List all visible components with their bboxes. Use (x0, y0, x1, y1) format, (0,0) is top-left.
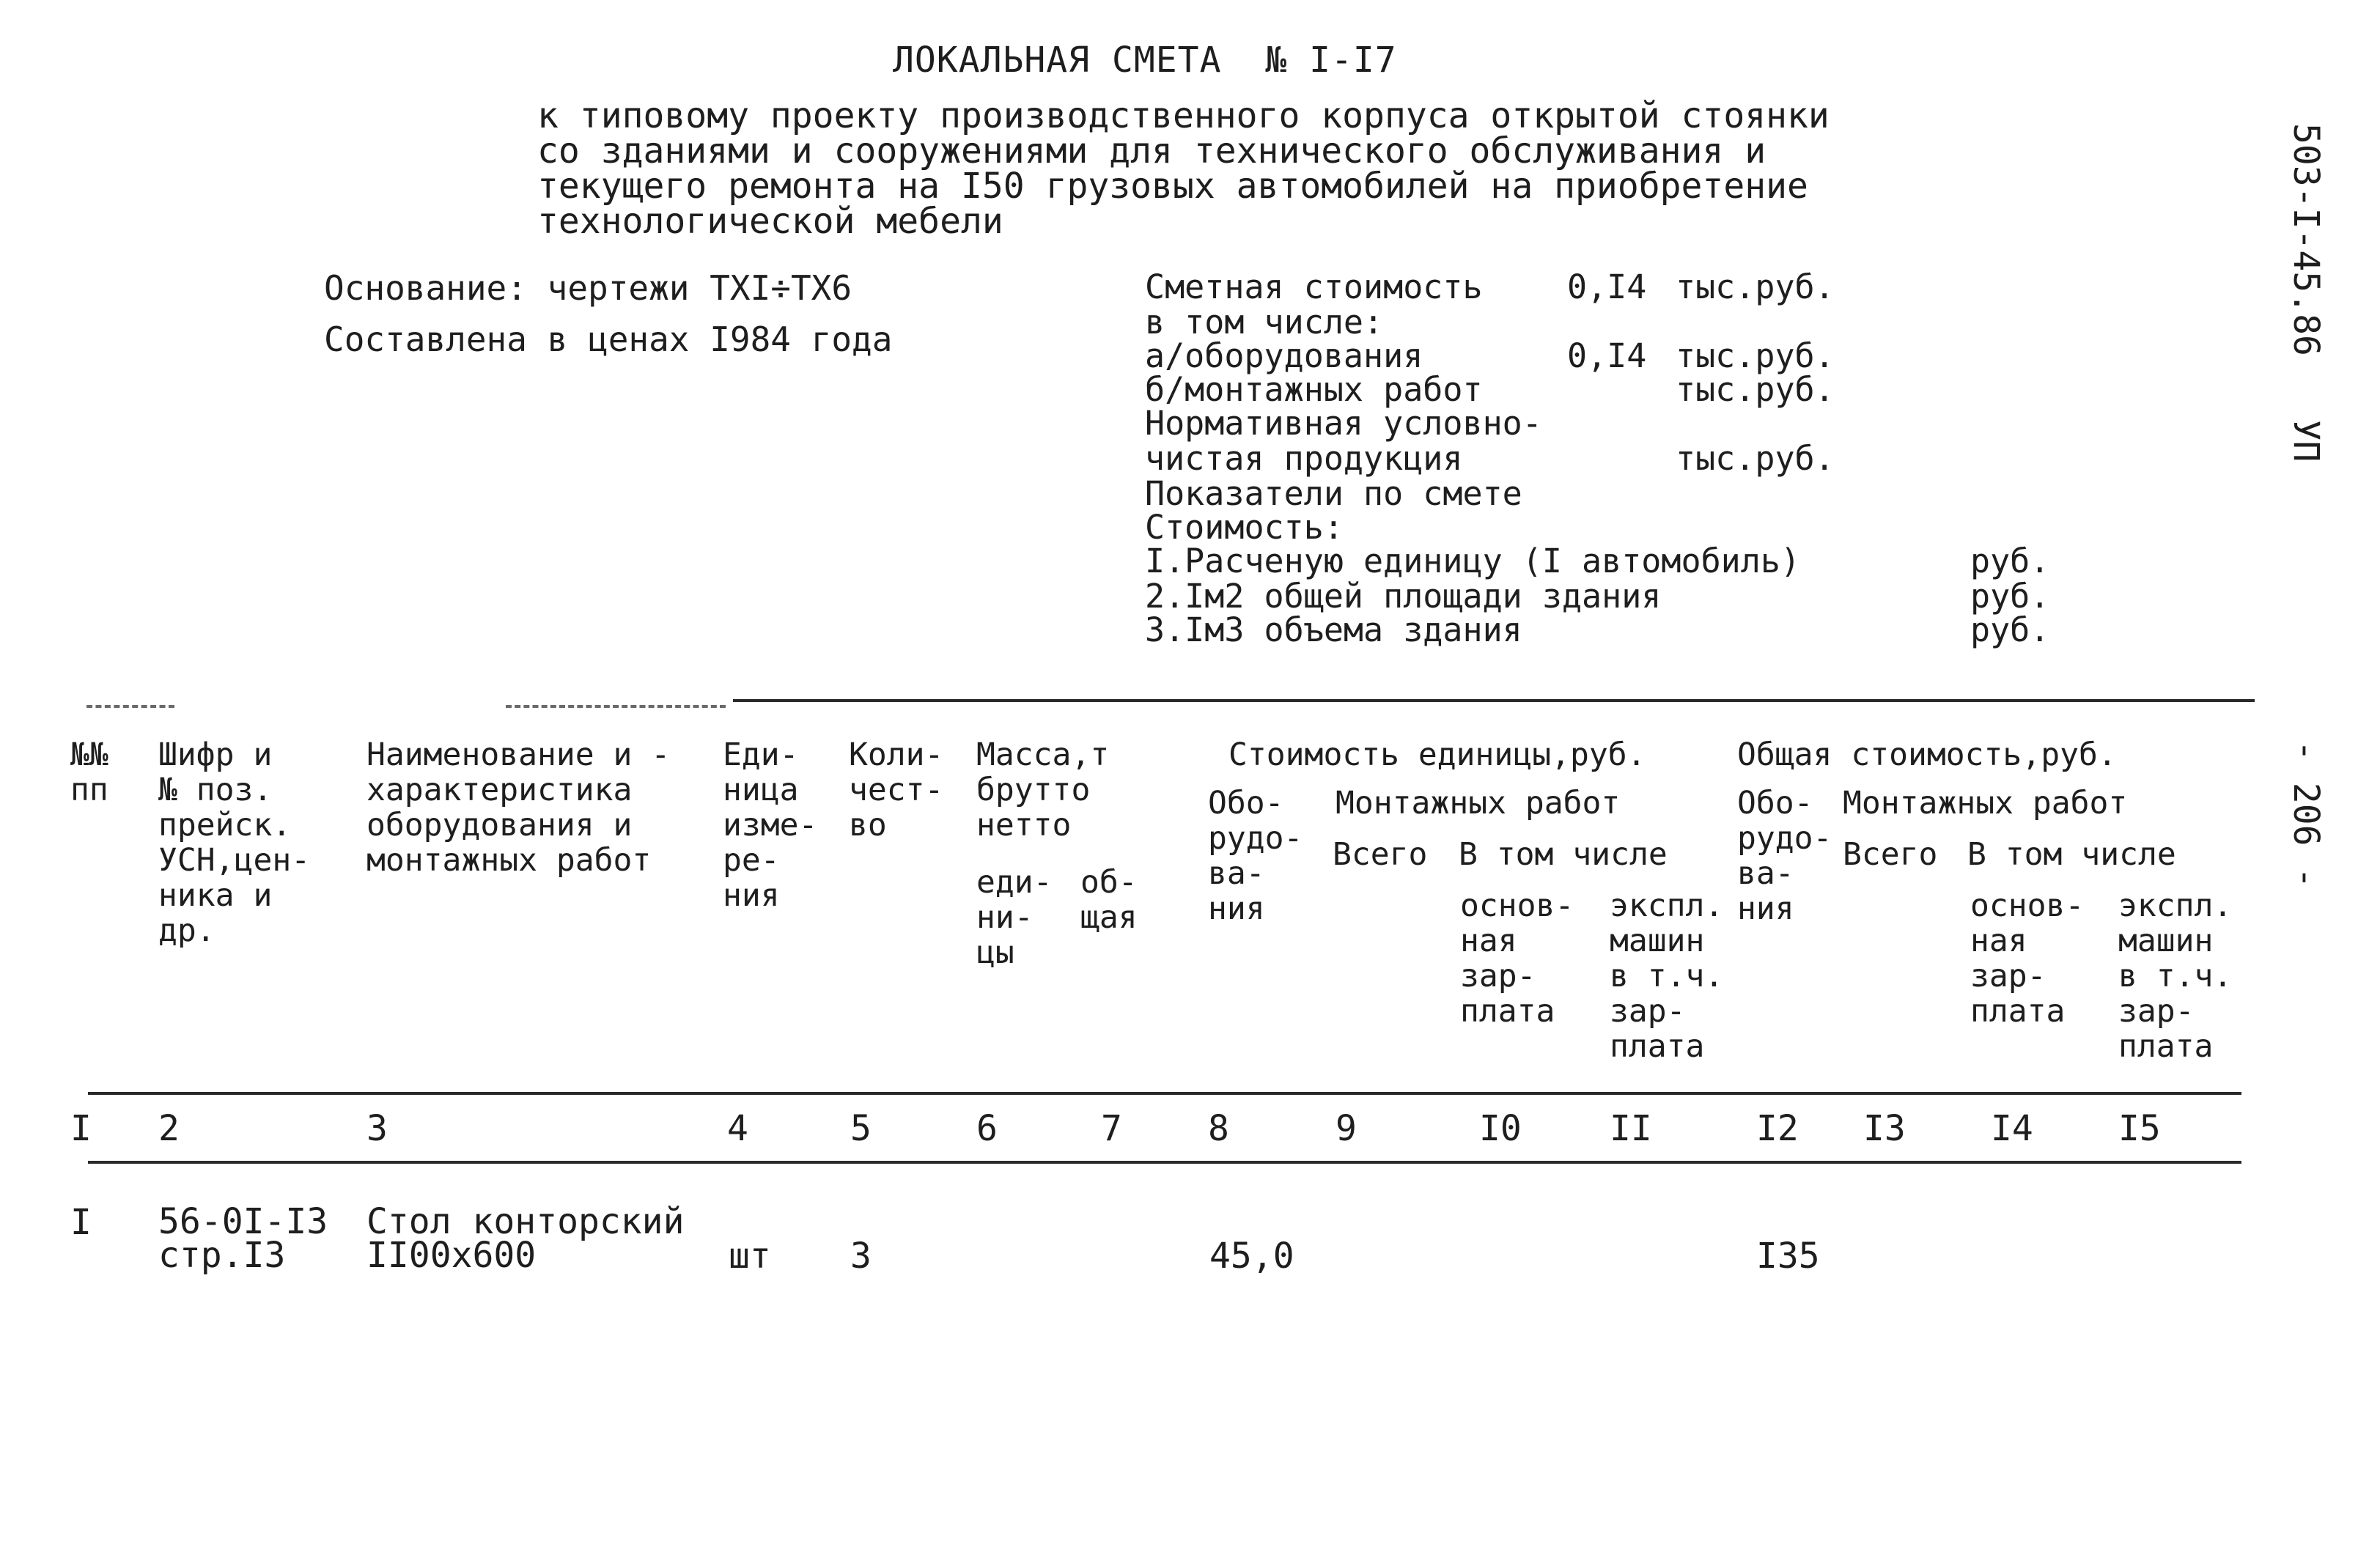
column-number: I3 (1863, 1108, 1906, 1149)
row-qty: 3 (850, 1236, 872, 1277)
indicator-unit: руб. (1970, 610, 2050, 649)
installation-label: б/монтажных работ (1145, 370, 1483, 409)
column-number: 8 (1208, 1108, 1229, 1149)
column-number: II (1610, 1108, 1652, 1149)
header-total-install-total: Всего (1843, 836, 1938, 873)
header-unit-cost: Стоимость единицы,руб. (1228, 736, 1646, 773)
header-qty: Коли- чест- во (849, 736, 944, 843)
faint-dashes (86, 705, 174, 708)
header-unit-incl: В том числе (1459, 836, 1668, 873)
installation-unit: тыс.руб. (1676, 370, 1835, 409)
row-name: Стол конторский II00x600 (366, 1201, 685, 1276)
column-number: I2 (1756, 1108, 1799, 1149)
prices-text: Составлена в ценах I984 года (324, 320, 893, 359)
indicator-unit: руб. (1970, 577, 2050, 616)
estimated-cost-value: 0,I4 (1567, 267, 1647, 306)
header-name: Наименование и - характеристика оборудования и монтажных работ (366, 736, 671, 879)
header-total-wage: основ- ная зар- плата (1970, 887, 2085, 1030)
normative-unit: тыс.руб. (1676, 439, 1835, 478)
column-number: 6 (976, 1108, 998, 1149)
header-mass-unit: еди- ни- цы (976, 864, 1053, 971)
including-label: в том числе: (1145, 303, 1384, 341)
column-number: I0 (1479, 1108, 1522, 1149)
header-unit-machines: экспл. машин в т.ч. зар- плата (1610, 887, 1724, 1065)
header-code: Шифр и № поз. прейск. УСН,цен- ника и др. (158, 736, 311, 949)
header-mass-total: об- щая (1080, 864, 1138, 936)
document-code: 503-I-45.86 УП (2285, 123, 2326, 462)
header-total-equipment: Обо- рудо- ва- ния (1737, 785, 1832, 927)
estimated-cost-label: Сметная стоимость (1145, 267, 1483, 306)
subtitle-line: со зданиями и сооружениями для технического обслуживания и (537, 130, 1766, 171)
row-number: I (70, 1202, 92, 1243)
row-equipment-total-cost: I35 (1756, 1236, 1820, 1277)
row-equipment-unit-cost: 45,0 (1209, 1236, 1294, 1277)
estimated-cost-unit: тыс.руб. (1676, 267, 1835, 306)
column-number: 3 (366, 1108, 388, 1149)
column-number: 9 (1335, 1108, 1357, 1149)
table-top-rule (733, 699, 2255, 702)
page-number: - 206 - (2285, 740, 2326, 889)
header-total-incl: В том числе (1967, 836, 2176, 873)
row-code: 56-0I-I3 стр.I3 (158, 1201, 328, 1276)
normative-label-2: чистая продукция (1145, 439, 1463, 478)
header-total-install: Монтажных работ (1843, 785, 2128, 822)
indicator-label: 2.Iм2 общей площади здания (1145, 577, 1662, 616)
document-subtitle (537, 95, 1830, 242)
document-title: ЛОКАЛЬНАЯ СМЕТА № I-I7 (893, 40, 1397, 81)
equipment-unit: тыс.руб. (1676, 336, 1835, 375)
faint-dashes (506, 705, 726, 708)
equipment-value: 0,I4 (1567, 336, 1647, 375)
indicator-unit: руб. (1970, 542, 2050, 580)
numbers-bottom-rule (88, 1161, 2241, 1164)
indicator-label: 3.Iм3 объема здания (1145, 610, 1522, 649)
column-number: 4 (727, 1108, 748, 1149)
column-number: 7 (1101, 1108, 1122, 1149)
indicators-label: Показатели по смете (1145, 474, 1522, 513)
equipment-label: а/оборудования (1145, 336, 1423, 375)
subtitle-line: технологической мебели (537, 201, 1003, 242)
basis-text: Основание: чертежи ТХI÷ТХ6 (324, 268, 852, 308)
header-unit-equipment: Обо- рудо- ва- ния (1208, 785, 1303, 927)
header-num: №№ пп (70, 736, 108, 808)
row-unit: шт (729, 1236, 771, 1277)
header-unit-install-total: Всего (1333, 836, 1428, 873)
header-total-machines: экспл. машин в т.ч. зар- плата (2118, 887, 2233, 1065)
indicator-label: I.Расченую единицу (I автомобиль) (1145, 542, 1801, 580)
column-number: 5 (850, 1108, 872, 1149)
column-number: I5 (2118, 1108, 2161, 1149)
column-number: 2 (158, 1108, 180, 1149)
normative-label: Нормативная условно- (1145, 404, 1542, 443)
cost-label: Стоимость: (1145, 508, 1344, 547)
header-bottom-rule (88, 1092, 2241, 1095)
header-unit: Еди- ница изме- ре- ния (723, 736, 818, 914)
header-unit-install: Монтажных работ (1335, 785, 1621, 822)
subtitle-line: к типовому проекту производственного корпуса открытой стоянки (537, 95, 1830, 136)
header-mass: Масса,т брутто нетто (976, 736, 1110, 843)
column-number: I (70, 1108, 92, 1149)
subtitle-line: текущего ремонта на I50 грузовых автомобилей на приобретение (537, 166, 1808, 207)
header-total-cost: Общая стоимость,руб. (1737, 736, 2117, 773)
header-unit-wage: основ- ная зар- плата (1460, 887, 1574, 1030)
column-number: I4 (1991, 1108, 2033, 1149)
